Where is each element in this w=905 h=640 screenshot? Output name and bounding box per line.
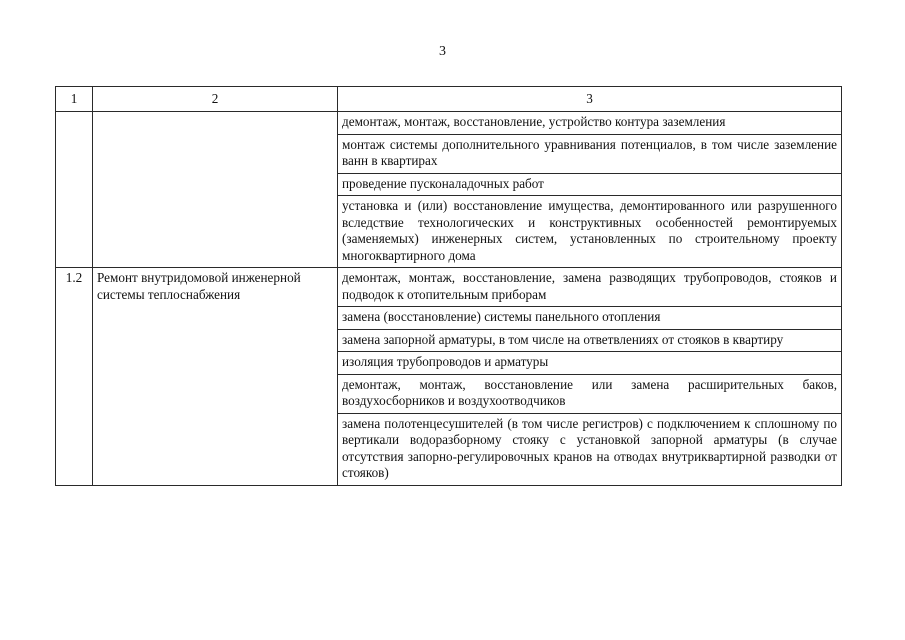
work-item: демонтаж, монтаж, восстановление или замена расширительных баков, воздухосборников и воздухоотводчиков xyxy=(338,374,842,413)
work-item: демонтаж, монтаж, восстановление, устройство контура заземления xyxy=(338,112,842,135)
work-item: изоляция трубопроводов и арматуры xyxy=(338,352,842,375)
work-item: установка и (или) восстановление имущества, демонтированного или разрушенного вследствие технологических и конструктивных особенностей ремонтируемых (заменяемых) инженерных систем, установленных по строительному проекту многоквартирного дома xyxy=(338,196,842,268)
work-item: демонтаж, монтаж, восстановление, замена разводящих трубопроводов, стояков и подводок к отопительным приборам xyxy=(338,268,842,307)
work-item: проведение пусконаладочных работ xyxy=(338,173,842,196)
work-item: замена запорной арматуры, в том числе на ответвлениях от стояков в квартиру xyxy=(338,329,842,352)
table-row xyxy=(56,268,842,307)
section-number-cell: 1.2 xyxy=(56,268,93,486)
header-cell-3: 3 xyxy=(338,87,842,112)
works-table xyxy=(55,86,842,486)
header-cell-1: 1 xyxy=(56,87,93,112)
section-name-cell xyxy=(93,112,338,268)
work-item: монтаж системы дополнительного уравнивания потенциалов, в том числе заземление ванн в квартирах xyxy=(338,134,842,173)
table-header-row xyxy=(56,87,842,112)
header-cell-2: 2 xyxy=(93,87,338,112)
section-number-cell xyxy=(56,112,93,268)
work-item: замена полотенцесушителей (в том числе регистров) с подключением к сплошному по вертикали водоразборному стояку с установкой запорной арматуры (в случае отсутствия запорно-регулировочных кранов на отводах внутриквартирной разводки от стояков) xyxy=(338,413,842,485)
section-name-cell: Ремонт внутридомовой инженерной системы теплоснабжения xyxy=(93,268,338,486)
work-item: замена (восстановление) системы панельного отопления xyxy=(338,307,842,330)
table-row xyxy=(56,112,842,135)
page-number: 3 xyxy=(439,44,446,59)
